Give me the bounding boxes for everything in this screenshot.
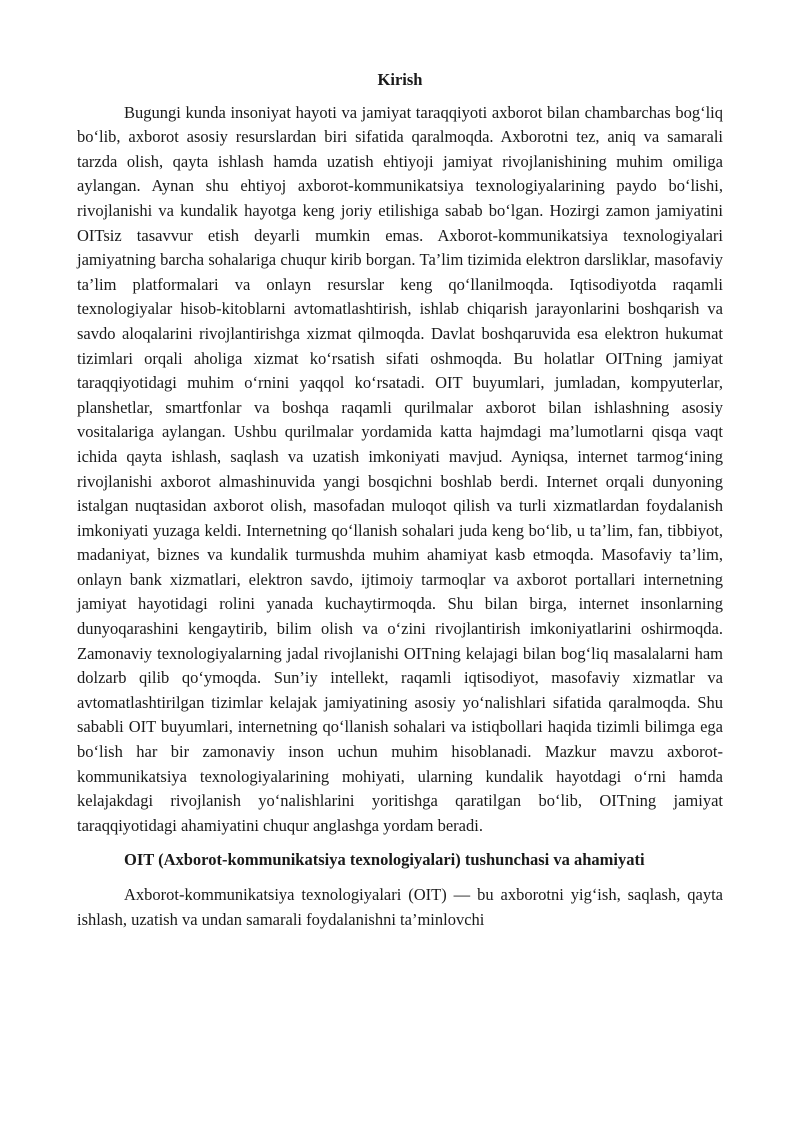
intro-paragraph: Bugungi kunda insoniyat hayoti va jamiyat taraqqiyoti axborot bilan chambarchas bog‘liq bo‘lib, axborot asosiy resurslardan biri sifatida qaralmoqda. Axborotni tez, aniq va samarali tarzda olish, qayta ishlash hamda uzatish ehtiyoji jamiyat rivojlanishining muhim omiliga aylangan. Aynan shu ehtiyoj axborot-kommunikatsiya texnologiyalarining paydo bo‘lishi, rivojlanishi va kundalik hayotga keng joriy etilishiga sabab bo‘lgan. Hozirgi zamon jamiyatini OITsiz tasavvur etish deyarli mumkin emas. Axborot-kommunikatsiya texnologiyalari jamiyatning barcha sohalariga chuqur kirib borgan. Ta’lim tizimida elektron darsliklar, masofaviy ta’lim platformalari va onlayn resurslar keng qo‘llanilmoqda. Iqtisodiyotda raqamli texnologiyalar hisob-kitoblarni avtomatlashtirish, ishlab chiqarish jarayonlarini boshqarish va savdo aloqalarini rivojlantirishga xizmat qilmoqda. Davlat boshqaruvida esa elektron hukumat tizimlari orqali aholiga xizmat ko‘rsatish sifati oshmoqda. Bu holatlar OITning jamiyat taraqqiyotidagi muhim o‘rnini yaqqol ko‘rsatadi. OIT buyumlari, jumladan, kompyuterlar, planshetlar, smartfonlar va boshqa raqamli qurilmalar axborot bilan ishlashning asosiy vositalariga aylangan. Ushbu qurilmalar yordamida katta hajmdagi ma’lumotlarni qisqa vaqt ichida qayta ishlash, saqlash va uzatish imkoniyati mavjud. Ayniqsa, internet tarmog‘ining rivojlanishi axborot almashinuvida yangi bosqichni boshlab berdi. Internet orqali dunyoning istalgan nuqtasidan axborot olish, masofadan muloqot qilish va turli xizmatlardan foydalanish imkoniyati yuzaga keldi. Internetning qo‘llanish sohalari juda keng bo‘lib, u ta’lim, fan, tibbiyot, madaniyat, biznes va kundalik turmushda muhim ahamiyat kasb etmoqda. Masofaviy ta’lim, onlayn bank xizmatlari, elektron savdo, ijtimoiy tarmoqlar va axborot portallari internetning jamiyat hayotidagi rolini yanada kuchaytirmoqda. Shu bilan birga, internet insonlarning dunyoqarashini kengaytirib, bilim olish va o‘zini rivojlantirish imkoniyatlarini oshirmoqda. Zamonaviy texnologiyalarning jadal rivojlanishi OITning kelajagi bilan bog‘liq masalalarni ham dolzarb qilib qo‘ymoqda. Sun’iy intellekt, raqamli iqtisodiyot, masofaviy xizmatlar va avtomatlashtirilgan tizimlar kelajak jamiyatining asosiy yo‘nalishlari sifatida qaralmoqda. Shu sababli OIT buyumlari, internetning qo‘llanish sohalari va istiqbollari haqida tizimli bilimga ega bo‘lish har bir zamonaviy inson uchun muhim hisoblanadi. Mazkur mavzu axborot-kommunikatsiya texnologiyalarining mohiyati, ularning kundalik hayotdagi o‘rni hamda kelajakdagi rivojlanish yo‘nalishlarini yoritishga qaratilgan bo‘lib, OITning jamiyat taraqqiyotidagi ahamiyatini chuqur anglashga yordam beradi. bbox=[77, 102, 723, 835]
section-heading-kirish: Kirish bbox=[377, 70, 423, 89]
document-page bbox=[77, 68, 723, 932]
section-heading-oit: OIT (Axborot-kommunikatsiya texnologiyalari) tushunchasi va ahamiyati bbox=[124, 850, 645, 870]
oit-definition-paragraph: Axborot-kommunikatsiya texnologiyalari (OIT) — bu axborotni yig‘ish, saqlash, qayta ishlash, uzatish va undan samarali foydalanishni ta’minlovchi bbox=[77, 885, 723, 929]
